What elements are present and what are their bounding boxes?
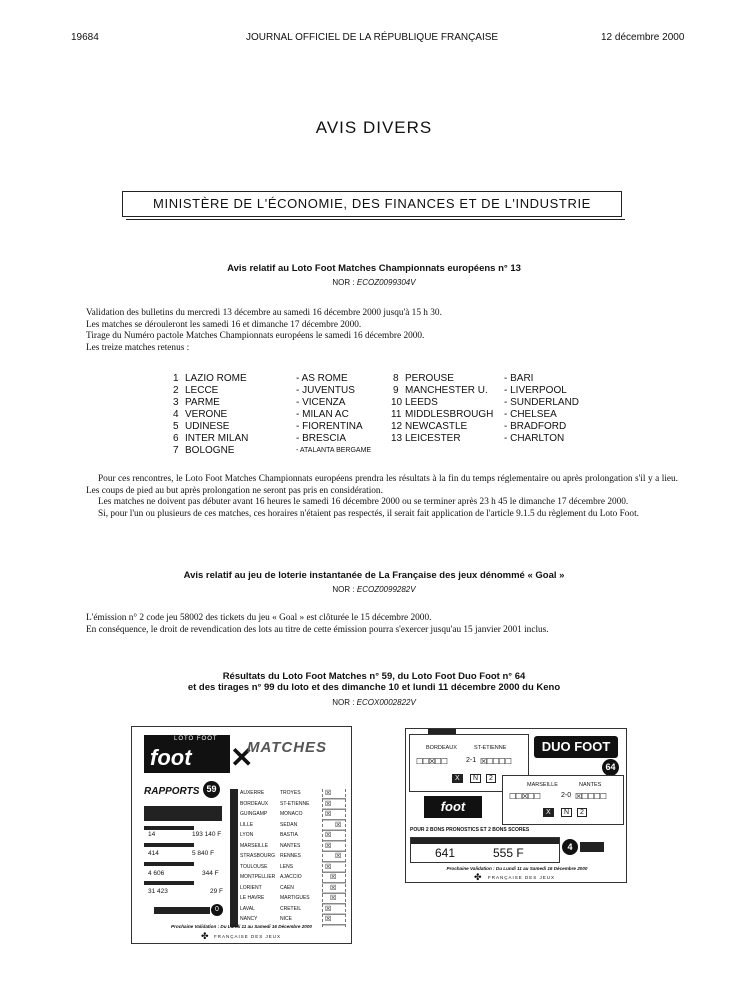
match-num: 1 [173, 373, 179, 384]
outro-para: Si, pour l'un ou plusieurs de ces matches, ces horaires n'étaient pas respectés, il serait fait application de l'article 9.1.5 du règlement du Loto Foot. [98, 508, 639, 519]
validation-note: Prochaine Validation : Du Lundi 11 au Samedi 16 Décembre 2000 [171, 924, 312, 929]
checked-box-icon: ☒ [325, 832, 332, 839]
team-away: ST-ETIENNE [280, 800, 310, 807]
score-grid-icon: ☐☐☒☐☐ [416, 757, 447, 766]
match-home: UDINESE [185, 421, 230, 432]
rank-bar [144, 843, 194, 847]
loto-foot-ticket [131, 726, 352, 944]
duo-results-header [411, 838, 559, 844]
prize-amount: 5 840 F [192, 850, 215, 857]
score-grid-icon: ☒☐☐☐☐ [480, 757, 511, 766]
match-num: 13 [391, 433, 403, 444]
team-away: NANTES [280, 842, 301, 849]
team-away: NICE [280, 916, 292, 922]
intro-line: Validation des bulletins du mercredi 13 décembre au samedi 16 décembre 2000 jusqu'à 15 h 30. [86, 308, 442, 318]
page-number: 19684 [71, 32, 99, 43]
issue-date: 12 décembre 2000 [601, 32, 685, 43]
match-home: LEICESTER [405, 433, 461, 444]
nor-label: NOR : [332, 278, 355, 287]
fdj-footer: FRANÇAISE DES JEUX [214, 934, 282, 939]
team-home: LAVAL [240, 905, 255, 912]
duo-away-team: ST-ETIENNE [474, 745, 507, 751]
match-num: 3 [173, 397, 179, 408]
duo-amount: 555 F [493, 846, 524, 860]
match-list [0, 373, 748, 463]
winners-count: 414 [148, 850, 159, 857]
intro-line: Les matches se dérouleront les samedi 16 et dimanche 17 décembre 2000. [86, 319, 362, 330]
result-box: N [561, 808, 572, 817]
team-away: LENS [280, 863, 294, 870]
nor-code: ECOZ0099282V [356, 585, 416, 594]
team-home: GUINGAMP [240, 811, 268, 817]
checked-box-icon: ☒ [325, 800, 332, 808]
checked-box-icon: ☒ [325, 790, 332, 797]
duo-home-team: MARSEILLE [527, 782, 558, 788]
duo-away-team: NANTES [579, 782, 602, 788]
matches-logo: MATCHES [247, 739, 328, 756]
match-home: VERONE [185, 409, 228, 420]
section1-outro [86, 474, 678, 520]
circle-number: 4 [562, 839, 578, 855]
clover-icon: ✤ [201, 931, 209, 941]
rank-bar [144, 862, 194, 866]
section3-title-line1: Résultats du Loto Foot Matches n° 59, du Loto Foot Duo Foot n° 64 [222, 671, 526, 682]
checked-box-icon: ☒ [325, 863, 332, 871]
match-num: 8 [393, 373, 399, 384]
section2-title: Avis relatif au jeu de loterie instantanée de La Française des jeux dénommé « Goal » [183, 570, 565, 581]
section1-intro [86, 308, 678, 354]
team-away: AJACCIO [280, 874, 302, 880]
checked-box-icon: ☒ [325, 842, 332, 850]
rapports-header-bar [144, 806, 222, 821]
x-mark-icon: ✕ [230, 742, 254, 773]
draw-number-badge: 59 [203, 781, 220, 798]
duo-home-team: BORDEAUX [426, 745, 457, 751]
winners-count: 14 [148, 831, 156, 838]
prize-amount: 344 F [202, 870, 219, 877]
ministry-box: MINISTÈRE DE L'ÉCONOMIE, DES FINANCES ET DE L'INDUSTRIE [122, 191, 622, 217]
match-num: 12 [391, 421, 403, 432]
duo-foot-logo: DUO FOOT [534, 736, 618, 758]
rank-bar [144, 881, 194, 885]
result-box: X [543, 808, 554, 817]
team-away: MARTIGUES [280, 895, 310, 901]
match-home: LECCE [185, 385, 219, 396]
validation-note: Prochaine Validation : Du Lundi 11 au Samedi 16 Décembre 2000 [446, 866, 588, 871]
result-box: N [470, 774, 481, 783]
match-home: PARME [185, 397, 220, 408]
section3-title-line2: et des tirages n° 99 du loto et des dimanche 10 et lundi 11 décembre 2000 du Keno [187, 682, 561, 693]
score-grid-icon: ☒☐☐☐☐ [575, 792, 606, 801]
team-away: TROYES [280, 790, 301, 796]
score-grid-icon: ☐☐☒☐☐ [509, 792, 540, 801]
prize-amount: 29 F [210, 888, 224, 895]
match-box-2 [502, 775, 624, 825]
team-away: SEDAN [280, 821, 298, 828]
fdj-footer: FRANÇAISE DES JEUX [488, 875, 556, 880]
duo-caption: POUR 2 BONS PRONOSTICS ET 2 BONS SCORES [410, 827, 530, 833]
prize-amount: 193 140 F [192, 831, 222, 838]
team-away: RENNES [280, 853, 301, 859]
logo-foot: foot [150, 745, 192, 770]
team-home: STRASBOURG [240, 853, 276, 859]
match-away: - SUNDERLAND [504, 397, 580, 408]
team-home: BORDEAUX [240, 800, 269, 807]
pactole-bar [154, 907, 210, 914]
match-away: - AS ROME [296, 373, 348, 384]
match-num: 4 [173, 409, 179, 420]
match-away: - MILAN AC [296, 409, 349, 420]
match-home: PEROUSE [405, 373, 454, 384]
match-num: 5 [173, 421, 179, 432]
checked-box-icon: ☒ [335, 853, 342, 860]
section1-nor [0, 278, 748, 287]
nor-code: ECOZ0099304V [356, 278, 416, 287]
match-num: 11 [391, 409, 402, 420]
goal-para: L'émission n° 2 code jeu 58002 des tickets du jeu « Goal » est clôturée le 15 décembre 2000. [86, 613, 432, 623]
match-away: - VICENZA [296, 397, 346, 408]
page-title: AVIS DIVERS [315, 118, 433, 137]
match-home: LEEDS [405, 397, 438, 408]
team-home: LILLE [240, 821, 254, 828]
team-home: NANCY [240, 916, 258, 922]
rank-bar [144, 826, 194, 830]
team-home: LYON [240, 832, 254, 838]
nor-code: ECOX0002822V [356, 698, 416, 707]
section2-body [86, 613, 678, 636]
journal-title: JOURNAL OFFICIEL DE LA RÉPUBLIQUE FRANÇAISE [246, 32, 499, 43]
match-away: - BRESCIA [296, 433, 347, 444]
loto-foot-logo [144, 735, 230, 773]
winners-count: 4 606 [148, 870, 165, 877]
duo-tag-bar [580, 842, 604, 852]
match-away: - CHELSEA [504, 409, 557, 420]
match-home: LAZIO ROME [185, 373, 247, 384]
nor-label: NOR : [332, 698, 355, 707]
section3-nor [0, 698, 748, 707]
checked-box-icon: ☒ [330, 874, 337, 881]
outro-para: Les matches ne doivent pas débuter avant 16 heures le samedi 16 décembre 2000 ou se terminer après 23 h 45 le dimanche 17 décembre 2000. [98, 497, 629, 507]
team-home: MONTPELLIER [240, 874, 276, 880]
team-home: TOULOUSE [240, 863, 268, 870]
team-home: LORIENT [240, 884, 262, 891]
section1-title: Avis relatif au Loto Foot Matches Championnats européens n° 13 [227, 263, 521, 274]
checked-box-icon: ☒ [325, 811, 332, 818]
intro-line: Tirage du Numéro pactole Matches Championnats européens le samedi 16 décembre 2000. [86, 331, 425, 341]
match-home: MANCHESTER U. [405, 385, 488, 396]
checked-box-icon: ☒ [325, 905, 332, 913]
rapports-label: RAPPORTS [144, 786, 200, 797]
result-box: 2 [577, 808, 587, 817]
team-away: CAEN [280, 884, 294, 891]
duo-number-badge: 64 [602, 759, 619, 776]
checked-box-icon: ☒ [330, 895, 337, 902]
duo-results-box [410, 837, 560, 863]
goal-para: En conséquence, le droit de revendication des lots au titre de cette émission pourra s'exercer jusqu'au 15 janvier 2001 inclus. [86, 624, 549, 635]
team-home: AUXERRE [240, 790, 265, 796]
team-away: BASTIA [280, 832, 298, 838]
intro-line: Les treize matches retenus : [86, 342, 190, 353]
match-away: - FIORENTINA [296, 421, 363, 432]
match-away: - BRADFORD [504, 421, 567, 432]
clover-icon: ✤ [474, 872, 482, 882]
team-home: LE HAVRE [240, 895, 265, 901]
match-home: BOLOGNE [185, 445, 235, 456]
foot-logo: foot [424, 796, 482, 818]
checked-box-icon: ☒ [325, 916, 332, 923]
match-home: NEWCASTLE [405, 421, 468, 432]
match-num: 2 [173, 385, 179, 396]
match-home: MIDDLESBROUGH [405, 409, 494, 420]
match-num: 9 [393, 385, 399, 396]
match-num: 6 [173, 433, 179, 444]
match-num: 10 [391, 397, 403, 408]
section2-nor [0, 585, 748, 594]
result-box: 2 [486, 774, 496, 783]
match-home: INTER MILAN [185, 433, 249, 444]
team-results [230, 789, 350, 927]
match-away: - LIVERPOOL [504, 385, 567, 396]
duo-winners: 641 [435, 846, 456, 860]
nor-label: NOR : [332, 585, 355, 594]
match-num: 7 [173, 445, 179, 456]
winners-count: 31 423 [148, 888, 168, 895]
team-home: MARSEILLE [240, 842, 269, 849]
outro-para: Pour ces rencontres, le Loto Foot Matches Championnats européens prendra les résultats à la fin du temps réglementaire ou après prolongation s'il y a lieu. Les coups de pied au but après prolongation ne seront pas pris en considération. [86, 474, 678, 496]
duo-score: 2-0 [561, 792, 572, 799]
result-grid [322, 789, 346, 927]
team-away: MONACO [280, 811, 303, 817]
logo-loto: LOTO FOOT [174, 736, 218, 742]
match-away: - JUVENTUS [296, 385, 355, 396]
match-away: - CHARLTON [504, 433, 565, 444]
duo-foot-ticket [405, 728, 627, 883]
team-number-column [230, 789, 238, 927]
match-away: - ATALANTA BERGAME [296, 447, 372, 454]
duo-score: 2-1 [466, 757, 477, 764]
checked-box-icon: ☒ [330, 884, 337, 892]
match-away: - BARI [504, 373, 534, 384]
result-box: X [452, 774, 463, 783]
team-away: CRETEIL [280, 905, 302, 912]
pactole-number: 0 [211, 904, 223, 916]
checked-box-icon: ☒ [335, 821, 342, 829]
